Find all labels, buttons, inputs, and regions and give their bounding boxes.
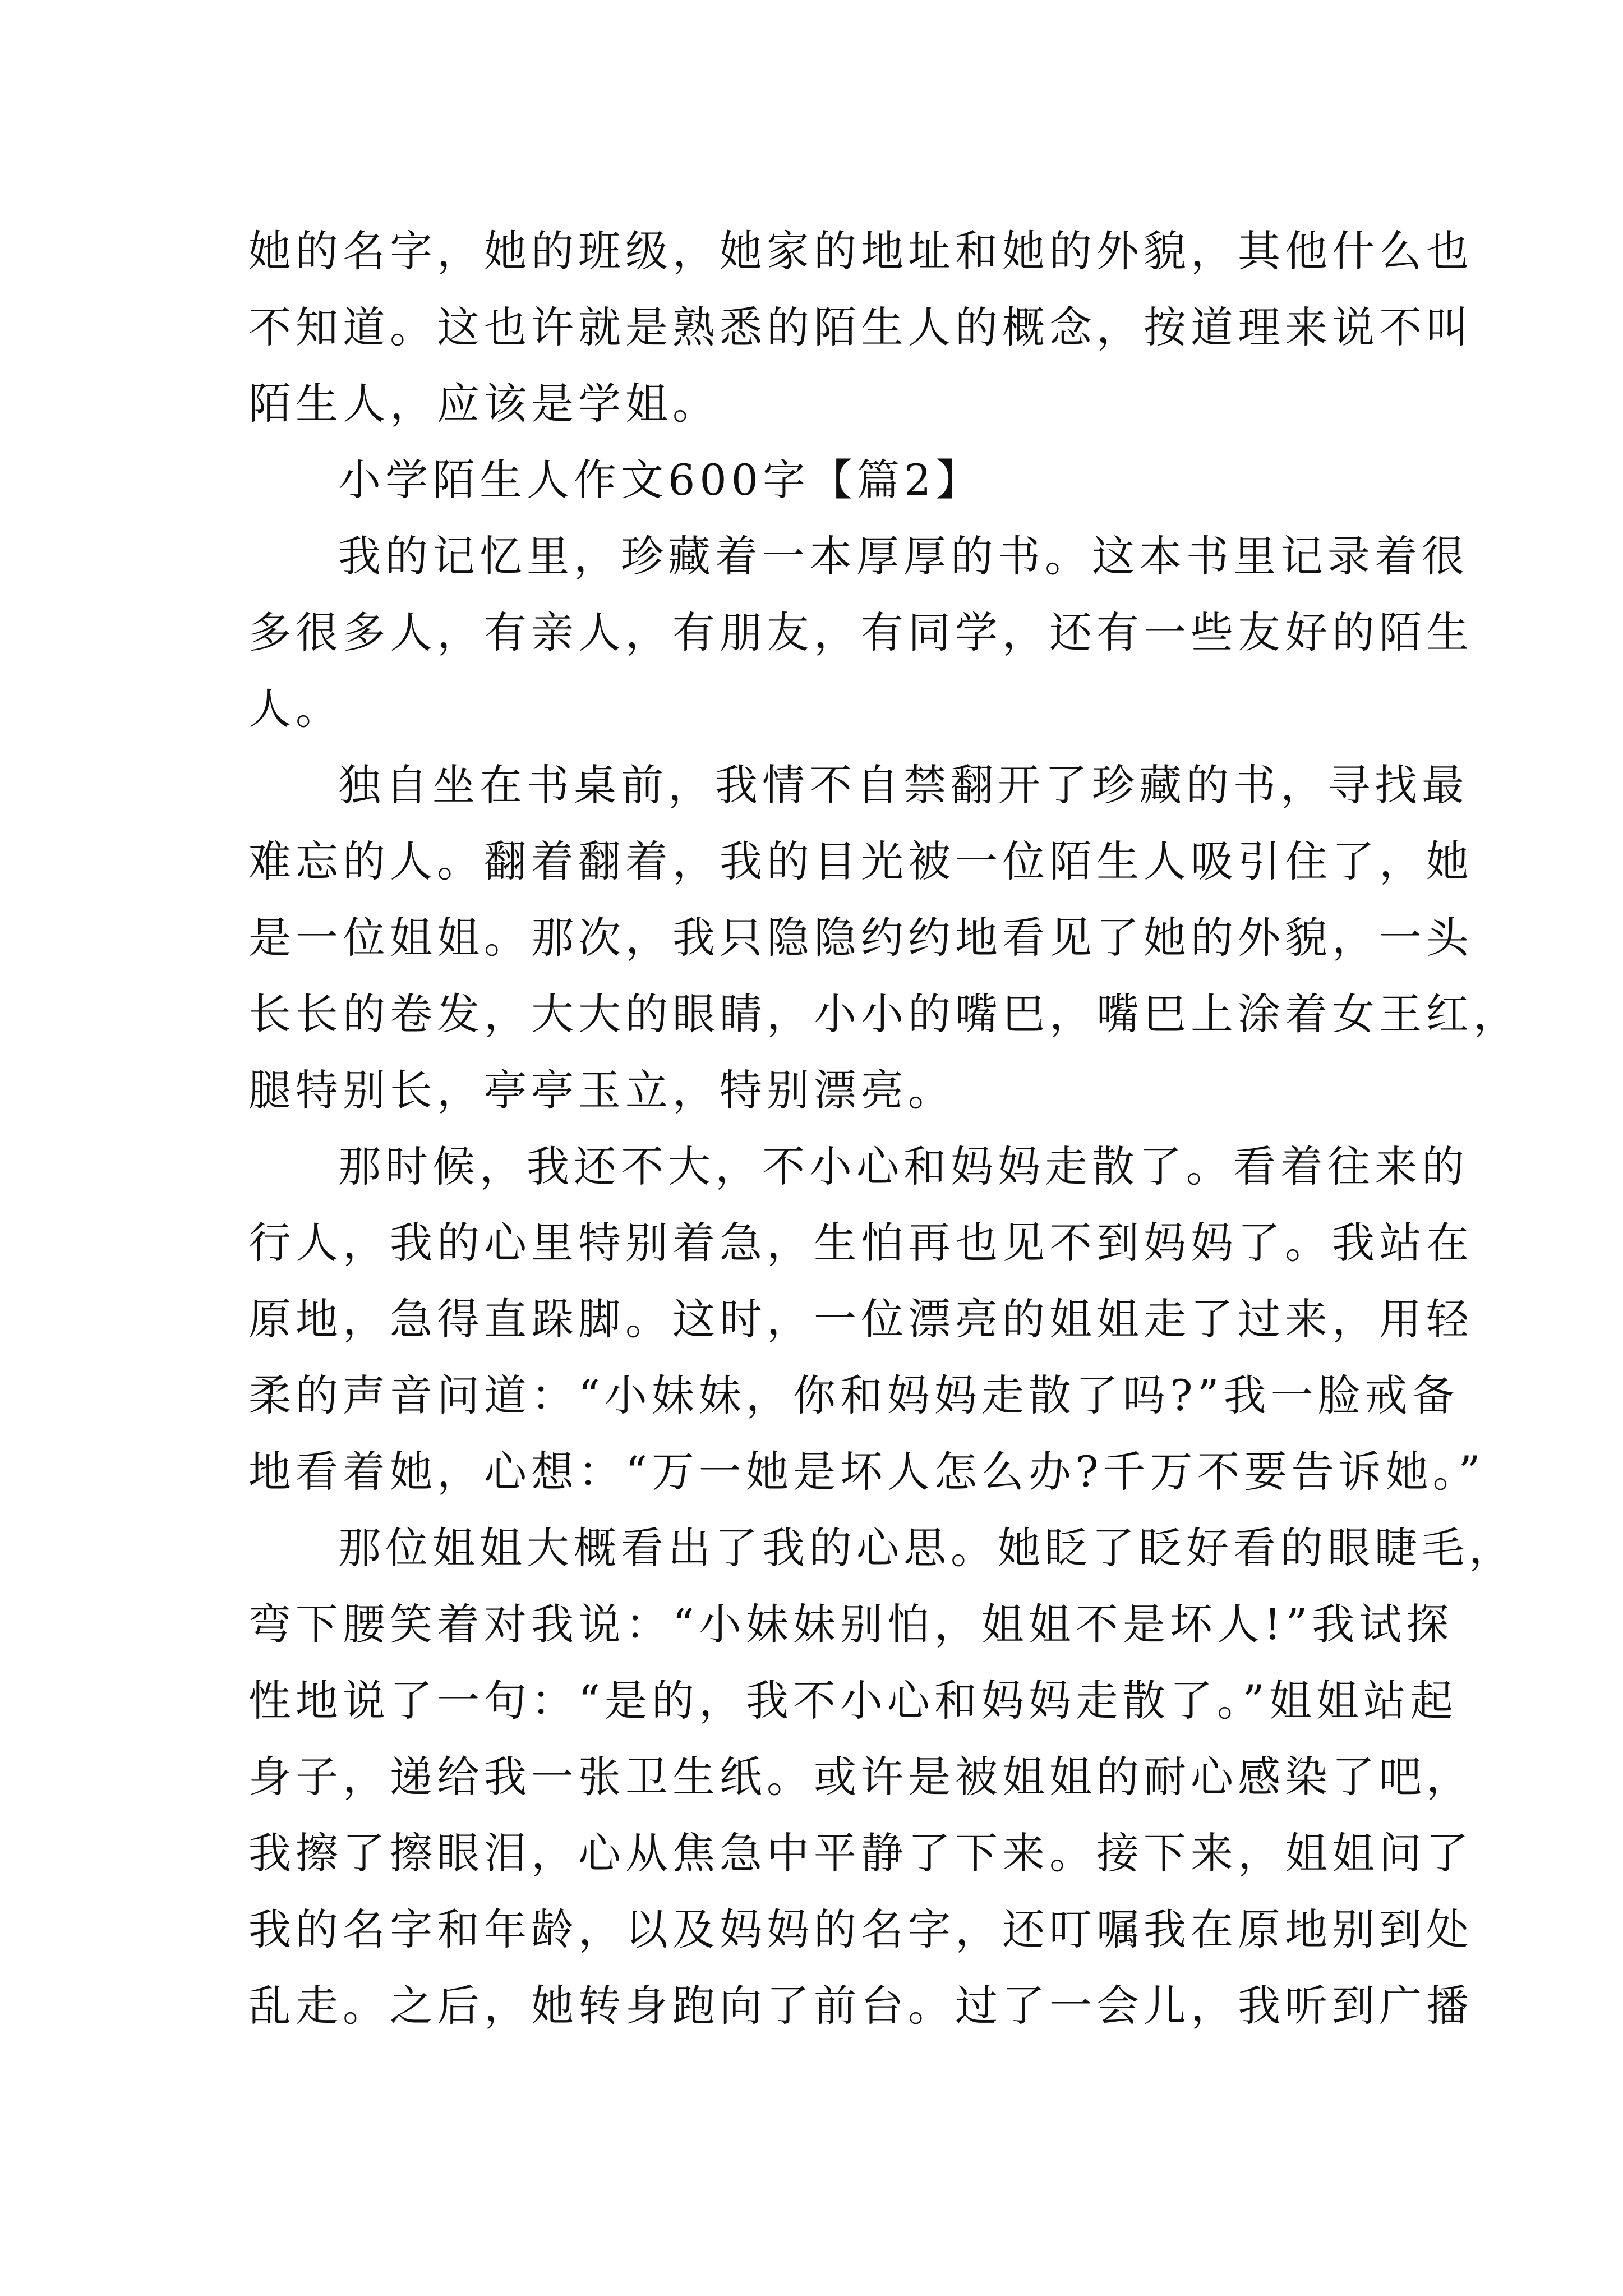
section-heading: 小学陌生人作文600字【篇2】 <box>338 455 983 505</box>
paragraph-first-line: 独自坐在书桌前，我情不自禁翻开了珍藏的书，寻找最 <box>338 760 1469 810</box>
text-line: 我的名字和年龄，以及妈妈的名字，还叮嘱我在原地别到处 <box>248 1904 1473 1954</box>
text-line: 柔的声音问道：“小妹妹，你和妈妈走散了吗?”我一脸戒备 <box>248 1370 1459 1420</box>
text-line: 乱走。之后，她转身跑向了前台。过了一会儿，我听到广播 <box>248 1981 1473 2031</box>
document-body <box>248 213 1520 2044</box>
paragraph-first-line: 那位姐姐大概看出了我的心思。她眨了眨好看的眼睫毛， <box>338 1523 1516 1573</box>
text-line: 是一位姐姐。那次，我只隐隐约约地看见了她的外貌，一头 <box>248 913 1473 963</box>
text-line: 地看着她，心想：“万一她是坏人怎么办?千万不要告诉她。” <box>248 1447 1485 1497</box>
text-line: 腿特别长，亭亭玉立，特别漂亮。 <box>248 1065 955 1115</box>
text-line: 多很多人，有亲人，有朋友，有同学，还有一些友好的陌生 <box>248 608 1473 657</box>
text-line: 她的名字，她的班级，她家的地址和她的外貌，其他什么也 <box>248 226 1473 276</box>
text-line: 弯下腰笑着对我说：“小妹妹别怕，姐姐不是坏人!”我试探 <box>248 1599 1454 1649</box>
paragraph-first-line: 我的记忆里，珍藏着一本厚厚的书。这本书里记录着很 <box>338 531 1469 581</box>
text-line: 身子，递给我一张卫生纸。或许是被姐姐的耐心感染了吧， <box>248 1752 1473 1802</box>
text-line: 行人，我的心里特别着急，生怕再也见不到妈妈了。我站在 <box>248 1218 1473 1268</box>
paragraph-first-line: 那时候，我还不大，不小心和妈妈走散了。看着往来的 <box>338 1142 1469 1191</box>
text-line: 原地，急得直跺脚。这时，一位漂亮的姐姐走了过来，用轻 <box>248 1294 1473 1344</box>
text-line: 陌生人，应该是学姐。 <box>248 379 720 429</box>
text-line: 长长的卷发，大大的眼睛，小小的嘴巴，嘴巴上涂着女王红， <box>248 989 1520 1039</box>
text-line: 难忘的人。翻着翻着，我的目光被一位陌生人吸引住了，她 <box>248 836 1473 886</box>
text-line: 性地说了一句：“是的，我不小心和妈妈走散了。”姐姐站起 <box>248 1676 1458 1726</box>
text-line: 人。 <box>248 684 343 734</box>
text-line: 不知道。这也许就是熟悉的陌生人的概念，按道理来说不叫 <box>248 302 1473 352</box>
text-line: 我擦了擦眼泪，心从焦急中平静了下来。接下来，姐姐问了 <box>248 1828 1473 1878</box>
